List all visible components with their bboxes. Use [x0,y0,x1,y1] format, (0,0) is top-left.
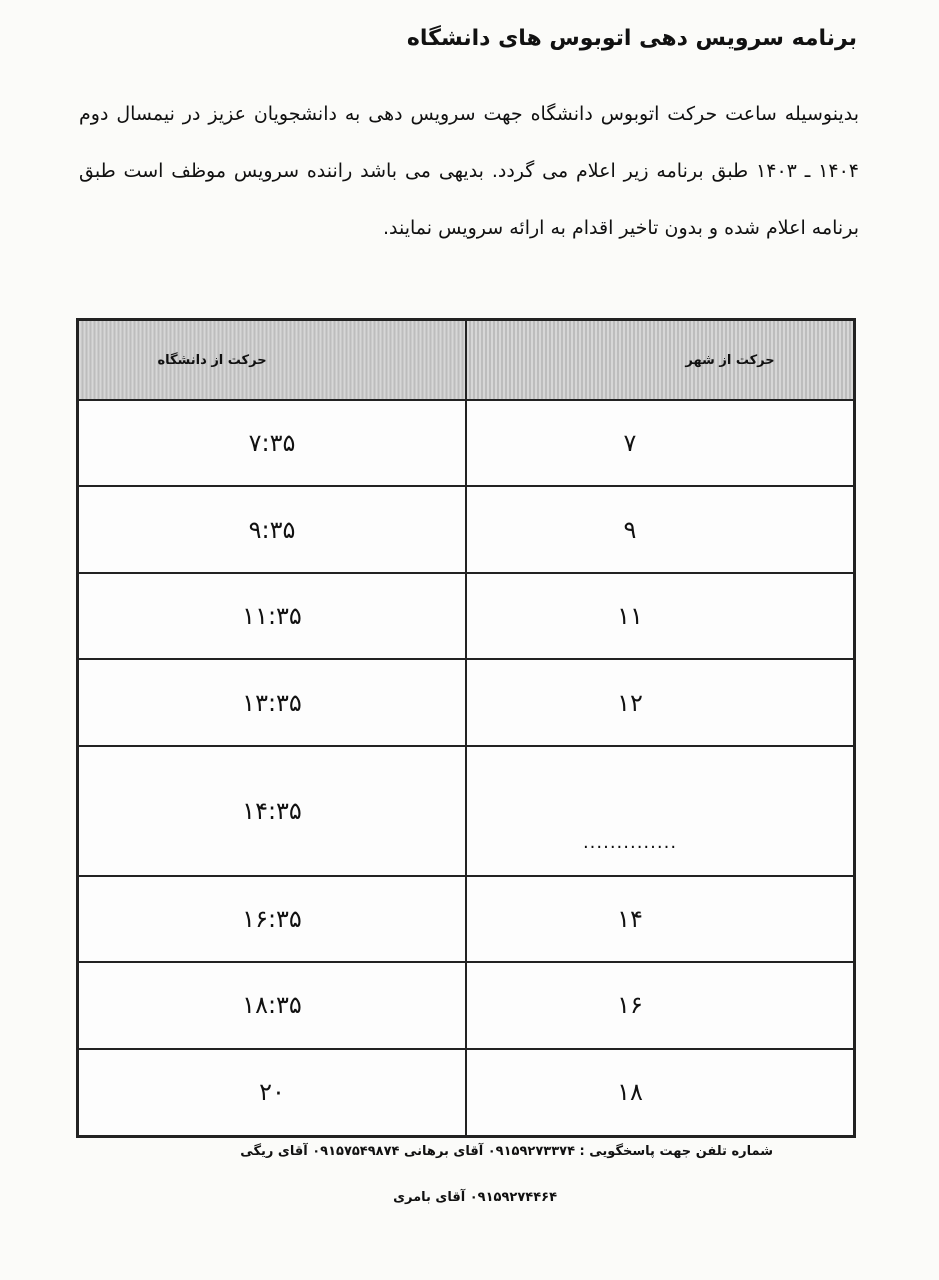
contact-phones-line-2: ۰۹۱۵۹۲۷۴۴۶۴ آقای بامری [393,1190,557,1205]
cell-from-city-blank [466,746,855,876]
cell-from-city [466,400,855,486]
cell-from-city [466,962,855,1048]
cell-text: .............. [582,831,678,853]
cell-from-university: ۱۳:۳۵ [78,659,467,745]
table-row [78,962,855,1048]
table-header-row [78,320,855,401]
cell-from-university: ۹:۳۵ [78,486,467,572]
table-row [78,486,855,572]
table-row [78,573,855,659]
cell-from-university: ۲۰ [78,1049,467,1137]
table-row [78,1049,855,1137]
cell-from-city [466,1049,855,1137]
bus-schedule-table [76,318,856,1138]
document-title: برنامه سرویس دهی اتوبوس های دانشگاه [406,26,857,51]
cell-from-city [466,876,855,962]
header-from-university-label: حرکت از دانشگاه [157,352,267,368]
cell-text: ۷ [623,429,637,458]
cell-from-city [466,486,855,572]
header-from-city [466,320,855,401]
table-row [78,659,855,745]
table-row [78,746,855,876]
table-row [78,876,855,962]
cell-from-university: ۱۱:۳۵ [78,573,467,659]
contact-phones-line-1: شماره تلفن جهت پاسخگویی : ۰۹۱۵۹۲۷۳۳۷۴ آقای برهانی ۰۹۱۵۷۵۴۹۸۷۴ آقای ریگی [240,1144,773,1159]
cell-from-university: ۷:۳۵ [78,400,467,486]
intro-paragraph: بدینوسیله ساعت حرکت اتوبوس دانشگاه جهت سرویس دهی به دانشجویان عزیز در نیمسال دوم ۱۴۰۴ ـ ۱۴۰۳ طبق برنامه زیر اعلام می گردد. بدیهی می باشد راننده سرویس موظف است طبق برنامه اعلام شده و بدون تاخیر اقدام به ارائه سرویس نمایند. [79,103,859,239]
table-row [78,400,855,486]
cell-text: ۱۲ [617,688,643,717]
cell-text: ۱۸ [617,1078,643,1107]
cell-from-university: ۱۶:۳۵ [78,876,467,962]
cell-text: ۱۴ [617,904,643,933]
header-from-city-label: حرکت از شهر [685,352,775,368]
cell-from-city [466,659,855,745]
cell-text: ۹ [623,515,637,544]
cell-text: ۱۱ [617,602,643,631]
header-from-university [78,320,467,401]
cell-text: ۱۶ [617,991,643,1020]
cell-from-city [466,573,855,659]
cell-from-university: ۱۴:۳۵ [78,746,467,876]
cell-from-university: ۱۸:۳۵ [78,962,467,1048]
